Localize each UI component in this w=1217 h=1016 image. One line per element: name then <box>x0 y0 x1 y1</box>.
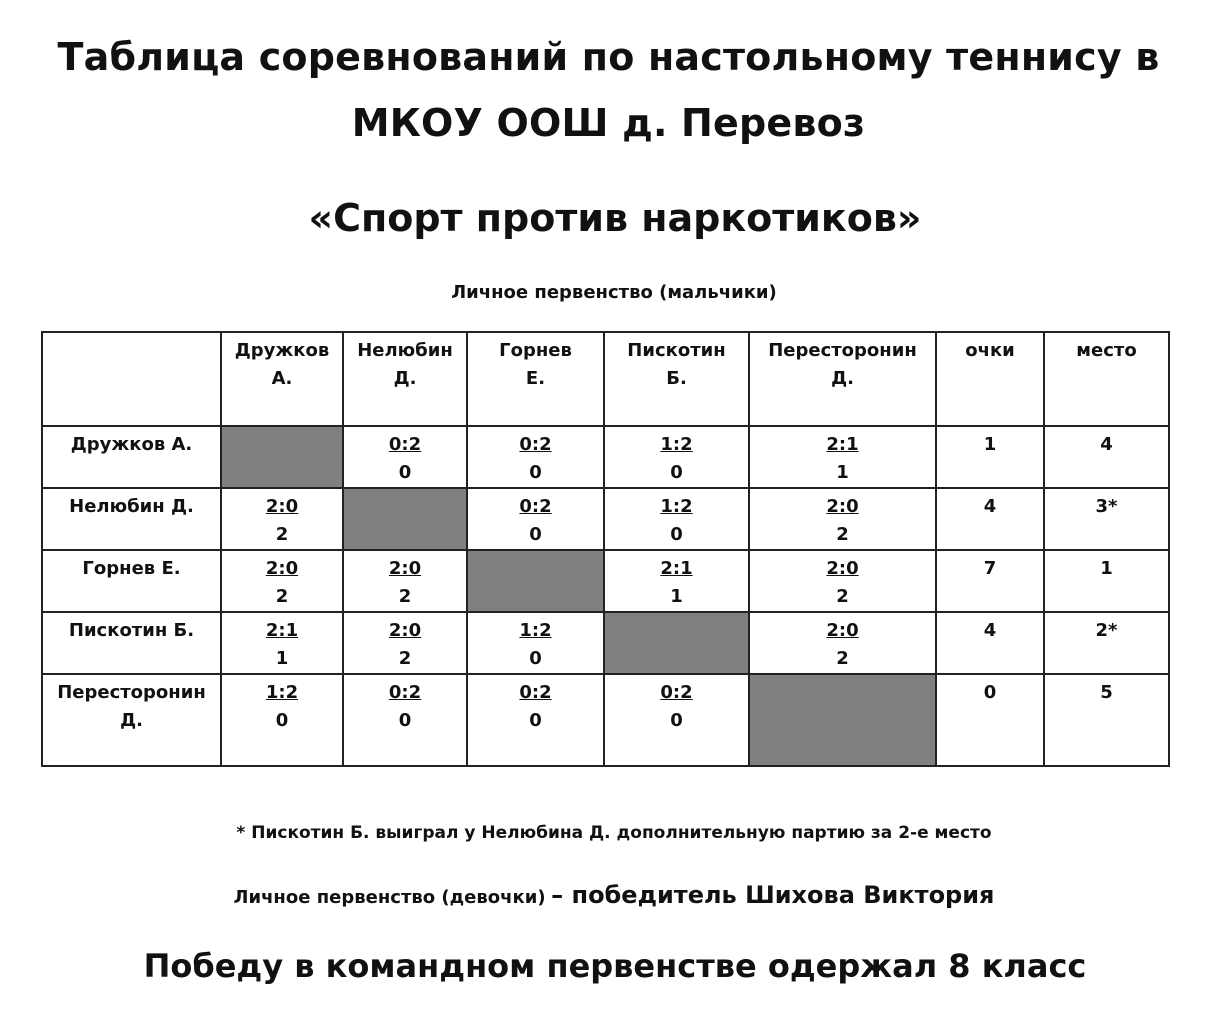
header-line-2: А. <box>271 368 293 389</box>
header-line-1: Горнев <box>499 340 572 361</box>
table-body <box>42 426 1169 766</box>
match-score: 0:2 <box>660 682 693 703</box>
document-title <box>0 24 1217 156</box>
header-line-1: Дружков <box>234 340 330 361</box>
match-cell <box>221 612 343 674</box>
match-cell <box>749 488 936 550</box>
match-score: 2:1 <box>265 620 299 641</box>
match-points: 0 <box>670 710 683 731</box>
match-points: 0 <box>670 462 683 483</box>
match-score: 1:2 <box>265 682 299 703</box>
match-points: 0 <box>670 524 683 545</box>
match-points: 2 <box>275 586 289 607</box>
match-cell <box>467 612 604 674</box>
match-score: 2:0 <box>388 558 422 579</box>
match-score: 1:2 <box>660 496 693 517</box>
header-line-1: место <box>1076 340 1137 361</box>
total-points-cell: 0 <box>936 674 1044 766</box>
girls-section-label: Личное первенство (девочки) <box>233 887 546 908</box>
total-points-cell: 4 <box>936 612 1044 674</box>
self-match-cell <box>749 674 936 766</box>
match-points: 2 <box>836 648 849 669</box>
match-score: 0:2 <box>388 682 422 703</box>
match-cell <box>343 674 467 766</box>
total-points-cell: 1 <box>936 426 1044 488</box>
results-table <box>41 331 1170 767</box>
header-cell <box>604 332 749 426</box>
girls-result <box>0 876 1217 917</box>
header-line-1: Пересторонин <box>768 340 917 361</box>
header-cell <box>749 332 936 426</box>
match-cell <box>604 488 749 550</box>
self-match-cell <box>467 550 604 612</box>
table-row <box>42 426 1169 488</box>
header-row <box>42 332 1169 426</box>
match-cell <box>604 674 749 766</box>
place-cell: 1 <box>1044 550 1169 612</box>
player-name-cell <box>42 426 221 488</box>
match-cell <box>343 426 467 488</box>
footnote: * Пискотин Б. выиграл у Нелюбина Д. дополнительную партию за 2-е место <box>236 823 992 843</box>
match-score: 2:0 <box>826 620 859 641</box>
player-name-line-1: Нелюбин Д. <box>69 496 194 517</box>
place-cell: 4 <box>1044 426 1169 488</box>
match-points: 0 <box>398 710 412 731</box>
header-line-1: Пискотин <box>627 340 726 361</box>
match-cell <box>749 550 936 612</box>
header-cell <box>936 332 1044 426</box>
match-score: 0:2 <box>519 682 552 703</box>
self-match-cell <box>604 612 749 674</box>
table-row <box>42 612 1169 674</box>
title-line-1: Таблица соревнований по настольному теннису в <box>57 35 1160 79</box>
header-corner-cell <box>42 332 221 426</box>
match-cell <box>221 550 343 612</box>
match-points: 0 <box>398 462 412 483</box>
competition-subtitle: «Спорт против наркотиков» <box>308 196 922 240</box>
self-match-cell <box>343 488 467 550</box>
player-name-cell <box>42 674 221 766</box>
match-score: 2:0 <box>265 496 299 517</box>
team-result: Победу в командном первенстве одержал 8 класс <box>143 947 1087 985</box>
header-line-2: Е. <box>525 368 546 389</box>
total-points-cell: 7 <box>936 550 1044 612</box>
match-score: 2:0 <box>388 620 422 641</box>
match-cell <box>221 488 343 550</box>
match-cell <box>221 674 343 766</box>
header-line-1: очки <box>965 340 1015 361</box>
match-points: 0 <box>529 710 542 731</box>
match-score: 2:1 <box>660 558 693 579</box>
match-points: 1 <box>670 586 683 607</box>
match-score: 2:1 <box>826 434 859 455</box>
header-cell <box>1044 332 1169 426</box>
match-cell <box>343 550 467 612</box>
boys-section-label: Личное первенство (мальчики) <box>451 282 777 303</box>
match-cell <box>467 674 604 766</box>
header-line-2: Д. <box>831 368 854 389</box>
match-score: 0:2 <box>519 496 552 517</box>
match-points: 0 <box>529 524 542 545</box>
match-points: 2 <box>398 648 412 669</box>
player-name-cell <box>42 550 221 612</box>
match-points: 2 <box>836 586 849 607</box>
match-score: 2:0 <box>265 558 299 579</box>
match-cell <box>749 426 936 488</box>
header-line-1: Нелюбин <box>357 340 453 361</box>
title-line-2: МКОУ ООШ д. Перевоз <box>351 101 866 145</box>
place-cell: 3* <box>1044 488 1169 550</box>
place-cell: 5 <box>1044 674 1169 766</box>
match-cell <box>343 612 467 674</box>
player-name-cell <box>42 488 221 550</box>
self-match-cell <box>221 426 343 488</box>
match-points: 0 <box>275 710 289 731</box>
match-cell <box>749 612 936 674</box>
girls-winner: – победитель Шихова Виктория <box>551 881 995 909</box>
match-points: 1 <box>275 648 289 669</box>
match-points: 2 <box>275 524 289 545</box>
match-points: 0 <box>529 462 542 483</box>
header-cell <box>467 332 604 426</box>
match-points: 0 <box>529 648 542 669</box>
header-cell <box>343 332 467 426</box>
match-cell <box>604 550 749 612</box>
header-line-2: Б. <box>666 368 687 389</box>
match-points: 1 <box>836 462 849 483</box>
match-cell <box>604 426 749 488</box>
match-score: 1:2 <box>519 620 552 641</box>
match-score: 0:2 <box>388 434 422 455</box>
table-row <box>42 674 1169 766</box>
place-cell: 2* <box>1044 612 1169 674</box>
match-points: 2 <box>398 586 412 607</box>
player-name-line-1: Горнев Е. <box>82 558 181 579</box>
match-score: 2:0 <box>826 496 859 517</box>
table-header <box>42 332 1169 426</box>
player-name-line-1: Дружков А. <box>70 434 193 455</box>
player-name-line-2: Д. <box>120 710 143 731</box>
table-row <box>42 488 1169 550</box>
match-score: 0:2 <box>519 434 552 455</box>
player-name-line-1: Пискотин Б. <box>68 620 195 641</box>
match-score: 1:2 <box>660 434 693 455</box>
match-cell <box>467 488 604 550</box>
table-row <box>42 550 1169 612</box>
total-points-cell: 4 <box>936 488 1044 550</box>
player-name-line-1: Пересторонин <box>57 682 206 703</box>
match-score: 2:0 <box>826 558 859 579</box>
header-line-2: Д. <box>393 368 417 389</box>
player-name-cell <box>42 612 221 674</box>
match-points: 2 <box>836 524 849 545</box>
header-cell <box>221 332 343 426</box>
match-cell <box>467 426 604 488</box>
